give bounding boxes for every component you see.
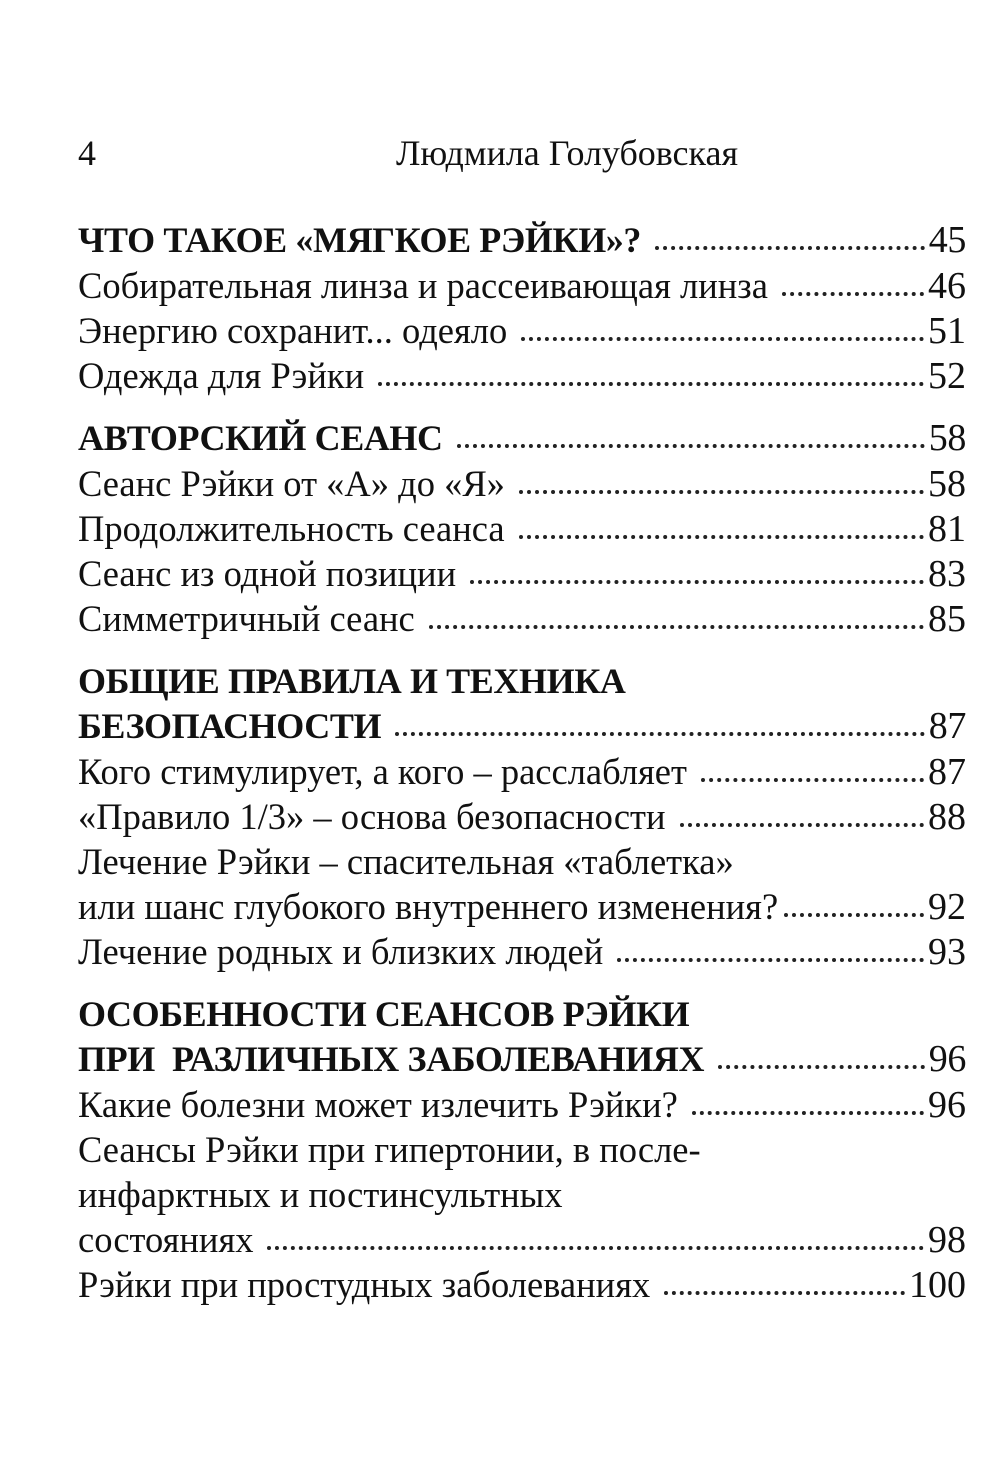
- dot-leader: [655, 246, 925, 250]
- dot-leader: [470, 580, 924, 584]
- dot-leader: [680, 823, 924, 827]
- toc-entry-line[interactable]: [78, 1172, 966, 1217]
- toc-entry[interactable]: [78, 263, 966, 308]
- dot-leader: [521, 337, 924, 341]
- toc-page-number: 81: [928, 508, 966, 550]
- toc-entry[interactable]: [78, 1217, 966, 1262]
- toc-page-number: 52: [928, 355, 966, 397]
- toc-entry-text: Сеанс Рэйки от «А» до «Я»: [78, 463, 505, 504]
- toc-entry-text: инфарктных и постинсультных: [78, 1174, 563, 1215]
- toc-heading-text: ЧТО ТАКОЕ «МЯГКОЕ РЭЙКИ»?: [78, 220, 642, 260]
- toc-page-number: 58: [928, 417, 966, 459]
- toc-entry[interactable]: [78, 749, 966, 794]
- toc-heading-text: АВТОРСКИЙ СЕАНС: [78, 418, 443, 458]
- toc-entry[interactable]: [78, 353, 966, 398]
- toc-entry-text: «Правило 1/3» – основа безопасности: [78, 796, 666, 837]
- toc-page-number: 88: [928, 796, 966, 838]
- toc-page-number: 93: [928, 931, 966, 973]
- toc-page-number: 85: [928, 598, 966, 640]
- toc-heading[interactable]: [78, 218, 966, 263]
- toc-section: [78, 992, 966, 1307]
- toc-page-number: 83: [928, 553, 966, 595]
- dot-leader: [692, 1111, 924, 1115]
- toc-heading[interactable]: [78, 416, 966, 461]
- toc-page-number: 98: [928, 1219, 966, 1261]
- toc-entry[interactable]: [78, 929, 966, 974]
- toc-page-number: 46: [928, 265, 966, 307]
- dot-leader: [267, 1246, 924, 1250]
- toc-heading[interactable]: [78, 704, 966, 749]
- toc-entry-text: Энергию сохранит... одеяло: [78, 310, 508, 351]
- toc-section: [78, 659, 966, 974]
- dot-leader: [784, 913, 924, 917]
- toc-heading-line[interactable]: [78, 659, 966, 704]
- toc-entry-text: Одежда для Рэйки: [78, 355, 365, 396]
- toc-entry[interactable]: [78, 596, 966, 641]
- toc-entry-text: Кого стимулирует, а кого – расслабляет: [78, 751, 687, 792]
- running-header: [78, 128, 966, 178]
- toc-page-number: 87: [928, 751, 966, 793]
- dot-leader: [457, 444, 925, 448]
- toc-entry-line[interactable]: [78, 1127, 966, 1172]
- dot-leader: [664, 1291, 905, 1295]
- toc-page-number: 96: [928, 1038, 966, 1080]
- toc-entry[interactable]: [78, 1262, 966, 1307]
- toc-entry[interactable]: [78, 794, 966, 839]
- toc-heading[interactable]: [78, 1037, 966, 1082]
- toc-entry-text: Собирательная линза и рассеивающая линза: [78, 265, 768, 306]
- toc-entry-text: Лечение Рэйки – спасительная «таблетка»: [78, 841, 734, 882]
- toc-section: [78, 416, 966, 641]
- book-page: [78, 0, 966, 1464]
- toc-entry-text: Какие болезни может излечить Рэйки?: [78, 1084, 678, 1125]
- toc-entry-line[interactable]: [78, 839, 966, 884]
- dot-leader: [378, 382, 924, 386]
- toc-entry[interactable]: [78, 308, 966, 353]
- toc-entry-text: Симметричный сеанс: [78, 598, 415, 639]
- toc-entry-text: состояниях: [78, 1219, 254, 1260]
- toc-heading-text: БЕЗОПАСНОСТИ: [78, 706, 382, 746]
- toc-entry-text: Сеансы Рэйки при гипертонии, в после-: [78, 1129, 701, 1170]
- dot-leader: [701, 778, 924, 782]
- dot-leader: [429, 625, 924, 629]
- toc-page-number: 92: [928, 886, 966, 928]
- dot-leader: [617, 958, 924, 962]
- toc-entry[interactable]: [78, 884, 966, 929]
- dot-leader: [519, 535, 924, 539]
- toc-page-number: 100: [909, 1264, 966, 1306]
- toc-heading-text: ОБЩИЕ ПРАВИЛА И ТЕХНИКА: [78, 661, 626, 701]
- toc-entry-text: или шанс глубокого внутреннего изменения?: [78, 886, 779, 927]
- toc-page-number: 96: [928, 1084, 966, 1126]
- toc-heading-line[interactable]: [78, 992, 966, 1037]
- toc-page-number: 87: [928, 705, 966, 747]
- toc-entry[interactable]: [78, 461, 966, 506]
- author-name: Людмила Голубовская: [396, 133, 739, 173]
- toc-entry[interactable]: [78, 506, 966, 551]
- dot-leader: [519, 490, 924, 494]
- toc-section: [78, 218, 966, 398]
- table-of-contents: [78, 218, 966, 1325]
- dot-leader: [395, 732, 925, 736]
- page-number: 4: [78, 133, 96, 173]
- dot-leader: [782, 292, 924, 296]
- toc-entry-text: Рэйки при простудных заболеваниях: [78, 1264, 651, 1305]
- toc-entry-text: Лечение родных и близких людей: [78, 931, 604, 972]
- toc-heading-text: ПРИ РАЗЛИЧНЫХ ЗАБОЛЕВАНИЯХ: [78, 1039, 705, 1079]
- toc-entry-text: Продолжительность сеанса: [78, 508, 505, 549]
- toc-heading-text: ОСОБЕННОСТИ СЕАНСОВ РЭЙКИ: [78, 994, 690, 1034]
- toc-page-number: 58: [928, 463, 966, 505]
- dot-leader: [718, 1065, 925, 1069]
- toc-entry[interactable]: [78, 1082, 966, 1127]
- toc-page-number: 51: [928, 310, 966, 352]
- toc-entry-text: Сеанс из одной позиции: [78, 553, 457, 594]
- toc-entry[interactable]: [78, 551, 966, 596]
- toc-page-number: 45: [928, 219, 966, 261]
